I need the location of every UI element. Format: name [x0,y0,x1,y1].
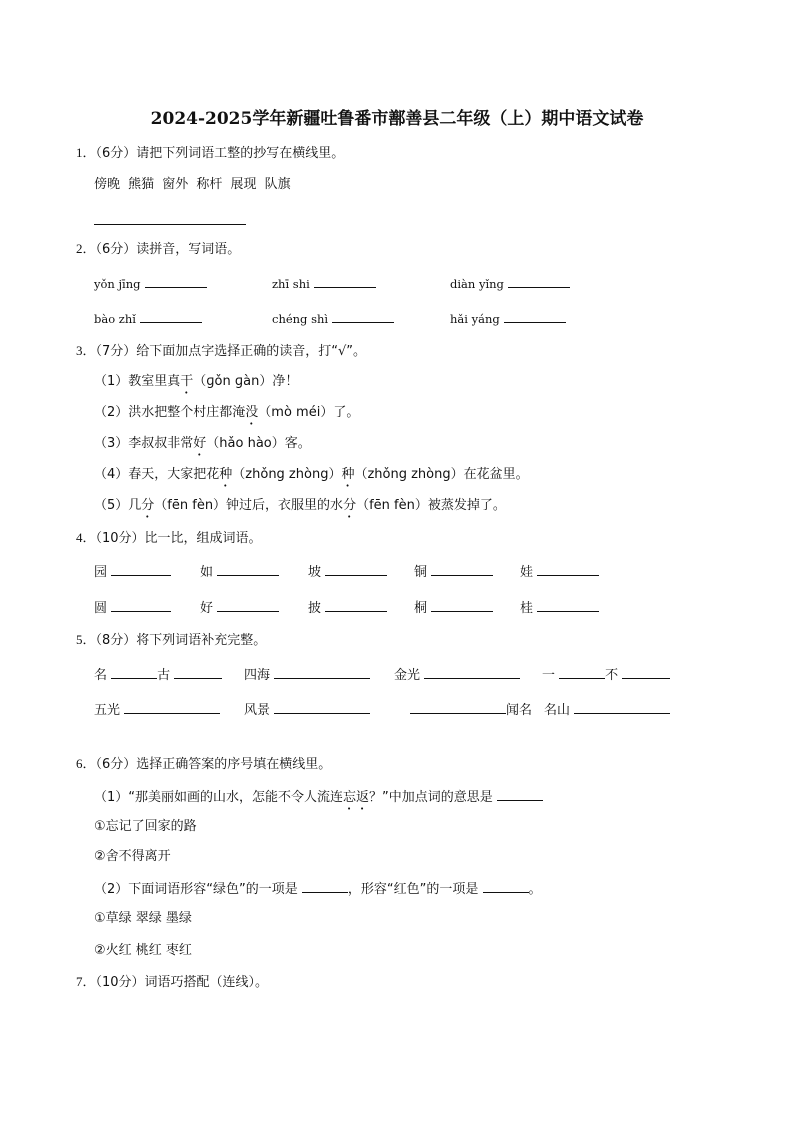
idiom-item [544,700,670,720]
answer-blank[interactable] [174,665,222,679]
pinyin-choice[interactable]: （zhǒng zhòng）在花盆里。 [354,467,529,482]
char: 如 [200,565,214,580]
question-4 [76,529,262,548]
answer-blank[interactable] [537,598,599,612]
char: 娃 [520,565,534,580]
char-compare-item [94,562,171,582]
idiom-char: 风景 [244,703,271,718]
idiom-char: 四海 [244,668,271,683]
question-text: （6分）选择正确答案的序号填在横线里。 [95,757,332,772]
idiom-item [394,665,520,685]
answer-blank[interactable] [574,700,670,714]
idiom-char: 五光 [94,703,121,718]
answer-blank[interactable] [497,787,543,801]
char-compare-item [520,562,599,582]
char: 铜 [414,565,428,580]
char-compare-item [308,562,387,582]
answer-blank[interactable] [274,665,370,679]
answer-blank[interactable] [111,598,171,612]
char: 披 [308,601,322,616]
char-compare-item [200,598,279,618]
idiom-item [94,665,222,685]
sub-question [94,497,506,521]
question-number: 1． [76,145,96,160]
pinyin-choice[interactable]: （fēn fèn）被蒸发掉了。 [356,498,506,513]
idiom-item [244,700,370,720]
answer-blank[interactable] [217,598,279,612]
answer-blank[interactable] [410,700,506,714]
pinyin-item [272,309,394,329]
sub-question-text: （3）李叔叔非常 [94,436,194,451]
char-compare-item [414,598,493,618]
answer-blank[interactable] [537,562,599,576]
sub-question [94,435,311,459]
answer-blank[interactable] [559,665,605,679]
question-text: （7分）给下面加点字选择正确的读音，打“√”。 [95,344,367,359]
answer-blank[interactable] [111,665,157,679]
sub-question-text: （2）下面词语形容“绿色”的一项是 [94,882,298,897]
sub-question-text: （1）“那美丽如画的山水，怎能不令人流连 [94,790,344,805]
question-7 [76,973,268,992]
pinyin-choice[interactable]: （mò méi）了。 [258,405,360,420]
answer-blank[interactable] [325,598,387,612]
sub-question-text: （2）洪水把整个村庄都淹 [94,405,246,420]
answer-blank[interactable] [274,700,370,714]
char-compare-item [414,562,493,582]
pinyin-text: bào zhǐ [94,312,136,326]
sub-question-text: （4）春天，大家把花 [94,467,220,482]
dotted-word: 忘返 [343,790,370,805]
char-compare-item [94,598,171,618]
pinyin-text: zhī shi [272,277,310,291]
sub-question [94,787,543,813]
answer-blank[interactable] [94,211,246,225]
idiom-item [542,665,670,685]
option: ①忘记了回家的路 [94,819,197,834]
question-number: 2． [76,241,96,256]
question-5 [76,631,266,650]
pinyin-item [450,309,566,329]
answer-blank[interactable] [217,562,279,576]
idiom-item [410,700,532,720]
answer-blank[interactable] [145,274,207,288]
idiom-char: 古 [157,668,171,683]
idiom-char: 名山 [544,703,571,718]
char: 圆 [94,601,108,616]
char-compare-item [308,598,387,618]
answer-blank[interactable] [424,665,520,679]
pinyin-text: chéng shì [272,312,329,326]
idiom-char: 闻名 [506,703,533,718]
sub-question-text: （5）几 [94,498,142,513]
sub-question [94,404,359,428]
question-2 [76,240,240,259]
option: ②火红 桃红 枣红 [94,943,192,958]
answer-blank[interactable] [508,274,570,288]
char-compare-item [520,598,599,618]
dotted-char: 没 [245,405,259,420]
char: 园 [94,565,108,580]
pinyin-item [94,309,202,329]
dotted-char: 种 [341,467,355,482]
dotted-char: 干 [180,374,194,389]
idiom-char: 金光 [394,668,421,683]
sub-question-text: ，形容“红色”的一项是 [347,882,479,897]
question-number: 7． [76,974,96,989]
answer-blank[interactable] [124,700,220,714]
pinyin-item [94,274,207,294]
answer-blank[interactable] [622,665,670,679]
idiom-char: 不 [605,668,619,683]
word-list: 傍晚 熊猫 窗外 称杆 展现 队旗 [94,177,291,192]
char: 桂 [520,601,534,616]
answer-blank[interactable] [431,562,493,576]
question-text: （8分）将下列词语补充完整。 [95,633,267,648]
idiom-item [94,700,220,720]
pinyin-choice[interactable]: （hǎo hào）客。 [206,436,311,451]
pinyin-choice[interactable]: （zhǒng zhòng） [232,467,342,482]
dotted-char: 好 [193,436,207,451]
pinyin-text: hǎi yáng [450,312,500,326]
pinyin-choice[interactable]: （ɡǒn ɡàn）净！ [193,374,299,389]
question-3 [76,342,366,361]
question-number: 3． [76,343,96,358]
question-text: （10分）词语巧搭配（连线）。 [95,975,269,990]
pinyin-choice[interactable]: （fēn fèn）钟过后，衣服里的水 [154,498,344,513]
answer-blank[interactable] [431,598,493,612]
idiom-char: 名 [94,668,108,683]
question-1 [76,144,344,163]
question-number: 4． [76,530,96,545]
sub-question [94,466,529,490]
answer-blank[interactable] [483,879,529,893]
page-title: 2024-2025学年新疆吐鲁番市鄯善县二年级（上）期中语文试卷 [150,109,644,129]
option: ②舍不得离开 [94,849,171,864]
char: 坡 [308,565,322,580]
question-text: （10分）比一比，组成词语。 [95,531,262,546]
pinyin-text: yǒn jīng [94,277,141,291]
answer-blank[interactable] [140,309,202,323]
answer-blank[interactable] [325,562,387,576]
pinyin-item [450,274,570,294]
sub-question-text: 。 [528,882,542,897]
sub-question [94,373,298,397]
question-text: （6分）请把下列词语工整的抄写在横线里。 [95,146,345,161]
idiom-char: 一 [542,668,556,683]
question-6 [76,755,331,774]
sub-question [94,879,542,899]
question-number: 6． [76,756,96,771]
answer-blank[interactable] [302,879,348,893]
answer-blank[interactable] [332,309,394,323]
answer-blank[interactable] [314,274,376,288]
option: ①草绿 翠绿 墨绿 [94,911,192,926]
answer-blank[interactable] [111,562,171,576]
pinyin-item [272,274,376,294]
char: 桐 [414,601,428,616]
question-text: （6分）读拼音，写词语。 [95,242,241,257]
sub-question-text: ？”中加点词的意思是 [369,790,493,805]
dotted-char: 分 [343,498,357,513]
question-number: 5． [76,632,96,647]
sub-question-text: （1）教室里真 [94,374,181,389]
pinyin-text: diàn yǐng [450,277,504,291]
idiom-item [244,665,370,685]
dotted-char: 种 [219,467,233,482]
dotted-char: 分 [141,498,155,513]
answer-blank[interactable] [504,309,566,323]
char: 好 [200,601,214,616]
char-compare-item [200,562,279,582]
